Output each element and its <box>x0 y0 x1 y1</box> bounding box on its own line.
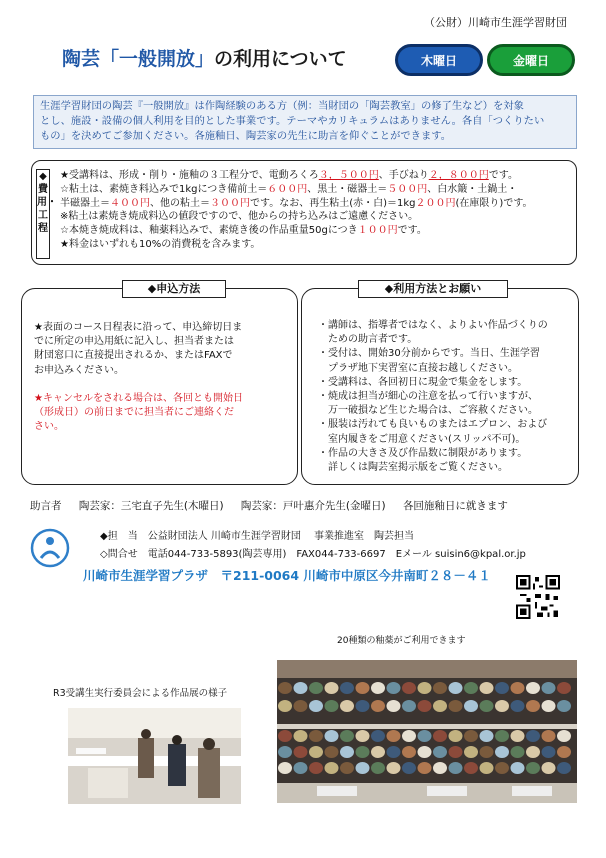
usage-line: プラザ地下実習室に直接お越しください。 <box>318 362 518 374</box>
glaze-bowl <box>371 762 385 774</box>
glaze-bowl <box>340 762 354 774</box>
fee-text: 、白水簸・土鍋土・ <box>427 183 518 195</box>
fee-text: (在庫限り)です。 <box>455 197 533 209</box>
glaze-bowl <box>294 730 308 742</box>
glaze-bowl <box>418 746 432 758</box>
glaze-bowl <box>356 762 370 774</box>
glaze-bowl <box>511 746 525 758</box>
glaze-bowl <box>402 730 416 742</box>
cancel-line: さい。 <box>34 421 64 433</box>
thursday-badge: 木曜日 <box>395 44 483 76</box>
cancel-line: ★キャンセルをされる場合は、各回とも開始日 <box>34 392 243 404</box>
glaze-bowl <box>418 762 432 774</box>
usage-panel <box>301 282 579 485</box>
glaze-bowl <box>294 682 308 694</box>
glaze-bowl <box>464 682 478 694</box>
glaze-bowl <box>402 682 416 694</box>
usage-body <box>318 319 574 475</box>
glaze-bowl <box>294 700 308 712</box>
application-body <box>34 321 290 434</box>
price-handbuild: ２，８００円 <box>428 170 489 181</box>
glaze-bowl <box>356 730 370 742</box>
glaze-bowl <box>278 746 292 758</box>
advisor-thursday: 陶芸家：三宅直子先生(木曜日) <box>78 500 224 512</box>
usage-line: 室内履きをご用意ください(スリッパ不可)。 <box>318 433 526 445</box>
glaze-bowl <box>464 730 478 742</box>
inquiry-label: ◇問合せ <box>100 549 138 560</box>
fee-line <box>60 169 574 183</box>
glaze-bowl <box>387 682 401 694</box>
qr-code-icon <box>516 575 560 619</box>
exhibition-photo-caption: R3受講生実行委員会による作品展の様子 <box>53 688 228 699</box>
glaze-bowl <box>325 730 339 742</box>
contact-block <box>100 528 526 564</box>
glaze-bowl <box>433 730 447 742</box>
usage-line: ・服装は汚れても良いものまたはエプロン、および <box>318 419 548 431</box>
fees-text <box>60 169 574 252</box>
fees-side-label: ◆費用・工程 <box>36 169 50 259</box>
glaze-bowl <box>433 700 447 712</box>
glaze-bowl <box>449 746 463 758</box>
glaze-bowl <box>495 762 509 774</box>
intro-line: もの」を決めてご参加ください。各施釉日、陶芸家の先生に助言を仰ぐことができます。 <box>40 129 452 142</box>
advisors-line <box>30 498 522 513</box>
inquiry-row <box>100 546 526 564</box>
glaze-bowl <box>495 746 509 758</box>
glaze-bowl <box>340 730 354 742</box>
usage-line: ・受付は、開始30分前からです。当日、生涯学習 <box>318 348 540 360</box>
glaze-bowl <box>542 730 556 742</box>
price-clay: ４００円 <box>110 197 150 209</box>
glaze-bowl <box>340 700 354 712</box>
application-line: でに所定の申込用紙に記入し、担当者または <box>34 336 234 348</box>
glaze-bowl <box>511 682 525 694</box>
glaze-bowl <box>309 682 323 694</box>
glaze-bowl <box>387 762 401 774</box>
staff-row <box>100 528 526 546</box>
foundation-logo-icon <box>30 528 70 568</box>
glaze-samples-photo <box>277 660 577 803</box>
page-title <box>62 44 347 71</box>
glaze-bowl <box>542 700 556 712</box>
glaze-bowl <box>356 682 370 694</box>
fee-line <box>60 197 574 211</box>
friday-badge: 金曜日 <box>487 44 575 76</box>
glaze-bowl <box>294 746 308 758</box>
advisor-friday: 陶芸家：戸叶惠介先生(金曜日) <box>240 500 386 512</box>
glaze-bowl <box>433 762 447 774</box>
intro-line: とし、施設・設備の個人利用を目的とした事業です。テーマやカリキュラムはありません。各自「つくりたい <box>40 114 545 127</box>
intro-line: 生涯学習財団の陶芸『一般開放』は作陶経験のある方（例：当財団の「陶芸教室」の修了生など）を対象 <box>40 100 524 112</box>
glaze-bowl <box>526 682 540 694</box>
fee-line: ※粘土は素焼き焼成料込の値段ですので、他からの持ち込みはご遠慮ください。 <box>60 211 419 223</box>
fee-line <box>60 183 574 197</box>
glaze-bowl <box>387 746 401 758</box>
usage-line: ・作品の大きさ及び作品数に制限があります。 <box>318 447 528 459</box>
fax-number: FAX044-733-6697 <box>296 549 386 560</box>
glaze-bowl <box>278 682 292 694</box>
price-clay: ６００円 <box>267 183 308 195</box>
glaze-bowl <box>480 700 494 712</box>
glaze-bowl <box>309 700 323 712</box>
fee-text: です。 <box>397 225 427 237</box>
title-rest: の利用について <box>214 48 347 70</box>
glaze-bowl <box>480 682 494 694</box>
application-line: ★表面のコース日程表に沿って、申込締切日ま <box>34 322 243 333</box>
usage-line: 万一破損など生じた場合は、ご容赦ください。 <box>318 405 538 417</box>
fees-section <box>31 160 577 265</box>
glaze-bowl <box>480 746 494 758</box>
glaze-bowl <box>402 746 416 758</box>
glaze-bowl <box>449 762 463 774</box>
glaze-bowl <box>449 682 463 694</box>
staff-value: 公益財団法人 川崎市生涯学習財団 事業推進室 陶芸担当 <box>147 531 415 542</box>
glaze-bowl <box>340 682 354 694</box>
price-wheel: ３，５００円 <box>318 170 379 181</box>
fee-text: 、黒土・磁器土＝ <box>307 183 388 195</box>
glaze-bowl <box>433 746 447 758</box>
fee-text: 半磁器土＝ <box>60 197 110 209</box>
glaze-bowl <box>449 700 463 712</box>
facility-address: 川崎市生涯学習プラザ 〒211-0064 川崎市中原区今井南町２８－４１ <box>83 568 491 583</box>
glaze-bowl <box>526 700 540 712</box>
staff-label: ◆担 当 <box>100 531 138 542</box>
glaze-bowl <box>278 700 292 712</box>
application-heading: ◆申込方法 <box>122 280 226 298</box>
glaze-bowl <box>418 682 432 694</box>
glaze-bowl <box>526 730 540 742</box>
application-panel <box>21 282 298 485</box>
advisors-note: 各回施釉日に就きます <box>402 500 508 512</box>
glaze-bowl <box>557 746 571 758</box>
glaze-bowl <box>464 746 478 758</box>
glaze-bowl <box>371 730 385 742</box>
glaze-bowl <box>402 762 416 774</box>
glaze-bowl <box>557 762 571 774</box>
glaze-bowl <box>511 762 525 774</box>
glaze-bowl <box>526 746 540 758</box>
glaze-bowl <box>278 762 292 774</box>
glaze-bowl <box>433 682 447 694</box>
price-clay: ２００円 <box>415 197 456 209</box>
organization-name: （公財）川崎市生涯学習財団 <box>424 16 567 29</box>
glaze-photo-caption: 20種類の釉薬がご利用できます <box>337 636 466 646</box>
glaze-bowl <box>309 762 323 774</box>
glaze-bowl <box>325 682 339 694</box>
cancel-line: （形成日）の前日までに担当者にご連絡くだ <box>34 406 234 418</box>
glaze-bowl <box>464 700 478 712</box>
glaze-bowl <box>294 762 308 774</box>
usage-line: ・講師は、指導者ではなく、よりよい作品づくりの <box>318 320 548 331</box>
glaze-bowl <box>495 730 509 742</box>
intro-box <box>33 95 577 149</box>
glaze-bowl <box>511 730 525 742</box>
glaze-bowl <box>278 730 292 742</box>
glaze-bowl <box>387 730 401 742</box>
glaze-bowl <box>542 746 556 758</box>
application-line: お申込みください。 <box>34 364 124 376</box>
usage-line: ・受講料は、各回初日に現金で集金をします。 <box>318 376 528 388</box>
glaze-bowl <box>526 762 540 774</box>
email-address: Eメール suisin6@kpal.or.jp <box>395 549 526 560</box>
glaze-bowl <box>371 700 385 712</box>
usage-heading: ◆利用方法とお願い <box>358 280 508 298</box>
glaze-bowl <box>356 746 370 758</box>
glaze-bowl <box>387 700 401 712</box>
advisors-label: 助言者 <box>30 500 62 512</box>
glaze-bowl <box>371 682 385 694</box>
glaze-bowl <box>325 746 339 758</box>
glaze-bowl <box>557 730 571 742</box>
glaze-bowl <box>309 746 323 758</box>
price-firing: １００円 <box>357 225 398 237</box>
usage-line: 詳しくは陶芸室掲示版をご覧ください。 <box>318 461 508 473</box>
glaze-bowl <box>309 730 323 742</box>
glaze-bowl <box>480 762 494 774</box>
phone-number: 電話044-733-5893(陶芸専用) <box>147 549 287 560</box>
fee-text: ★受講料は、形成・削り・施釉の３工程分で、電動ろくろ <box>60 170 319 181</box>
glaze-bowl <box>325 762 339 774</box>
fee-text: です。 <box>488 170 518 181</box>
glaze-bowl <box>356 700 370 712</box>
fee-text: ☆粘土は、素焼き料込みで1kgにつき備前土＝ <box>60 183 268 195</box>
exhibition-photo <box>68 708 241 804</box>
glaze-bowl <box>464 762 478 774</box>
glaze-bowl <box>418 730 432 742</box>
glaze-bowl <box>402 700 416 712</box>
glaze-bowl <box>557 700 571 712</box>
fee-text: 、手びねり <box>378 170 429 181</box>
glaze-bowl <box>495 682 509 694</box>
glaze-bowl <box>371 746 385 758</box>
glaze-bowl <box>495 700 509 712</box>
glaze-bowl <box>480 730 494 742</box>
fee-line: ★料金はいずれも10%の消費税を含みます。 <box>60 238 261 250</box>
application-line: 財団窓口に直接提出されるか、またはFAXで <box>34 350 233 362</box>
fee-line <box>60 224 574 238</box>
glaze-bowl <box>511 700 525 712</box>
fee-text: 、他の粘土＝ <box>150 197 210 209</box>
glaze-bowl <box>418 700 432 712</box>
fee-text: ☆本焼き焼成料は、釉薬料込みで、素焼き後の作品重量50gにつき <box>60 225 358 237</box>
usage-line: ための助言者です。 <box>318 334 418 346</box>
glaze-bowl <box>449 730 463 742</box>
fee-text: です。なお、再生粘土(赤・白)＝1kg <box>250 197 416 209</box>
glaze-bowl <box>557 682 571 694</box>
price-clay: ３００円 <box>210 197 250 209</box>
glaze-bowl <box>325 700 339 712</box>
title-accent: 陶芸「一般開放」 <box>62 48 215 70</box>
price-clay: ５００円 <box>387 183 428 195</box>
usage-line: ・焼成は担当が細心の注意を払って行いますが、 <box>318 390 538 402</box>
glaze-bowl <box>340 746 354 758</box>
glaze-bowl <box>542 762 556 774</box>
glaze-bowl <box>542 682 556 694</box>
